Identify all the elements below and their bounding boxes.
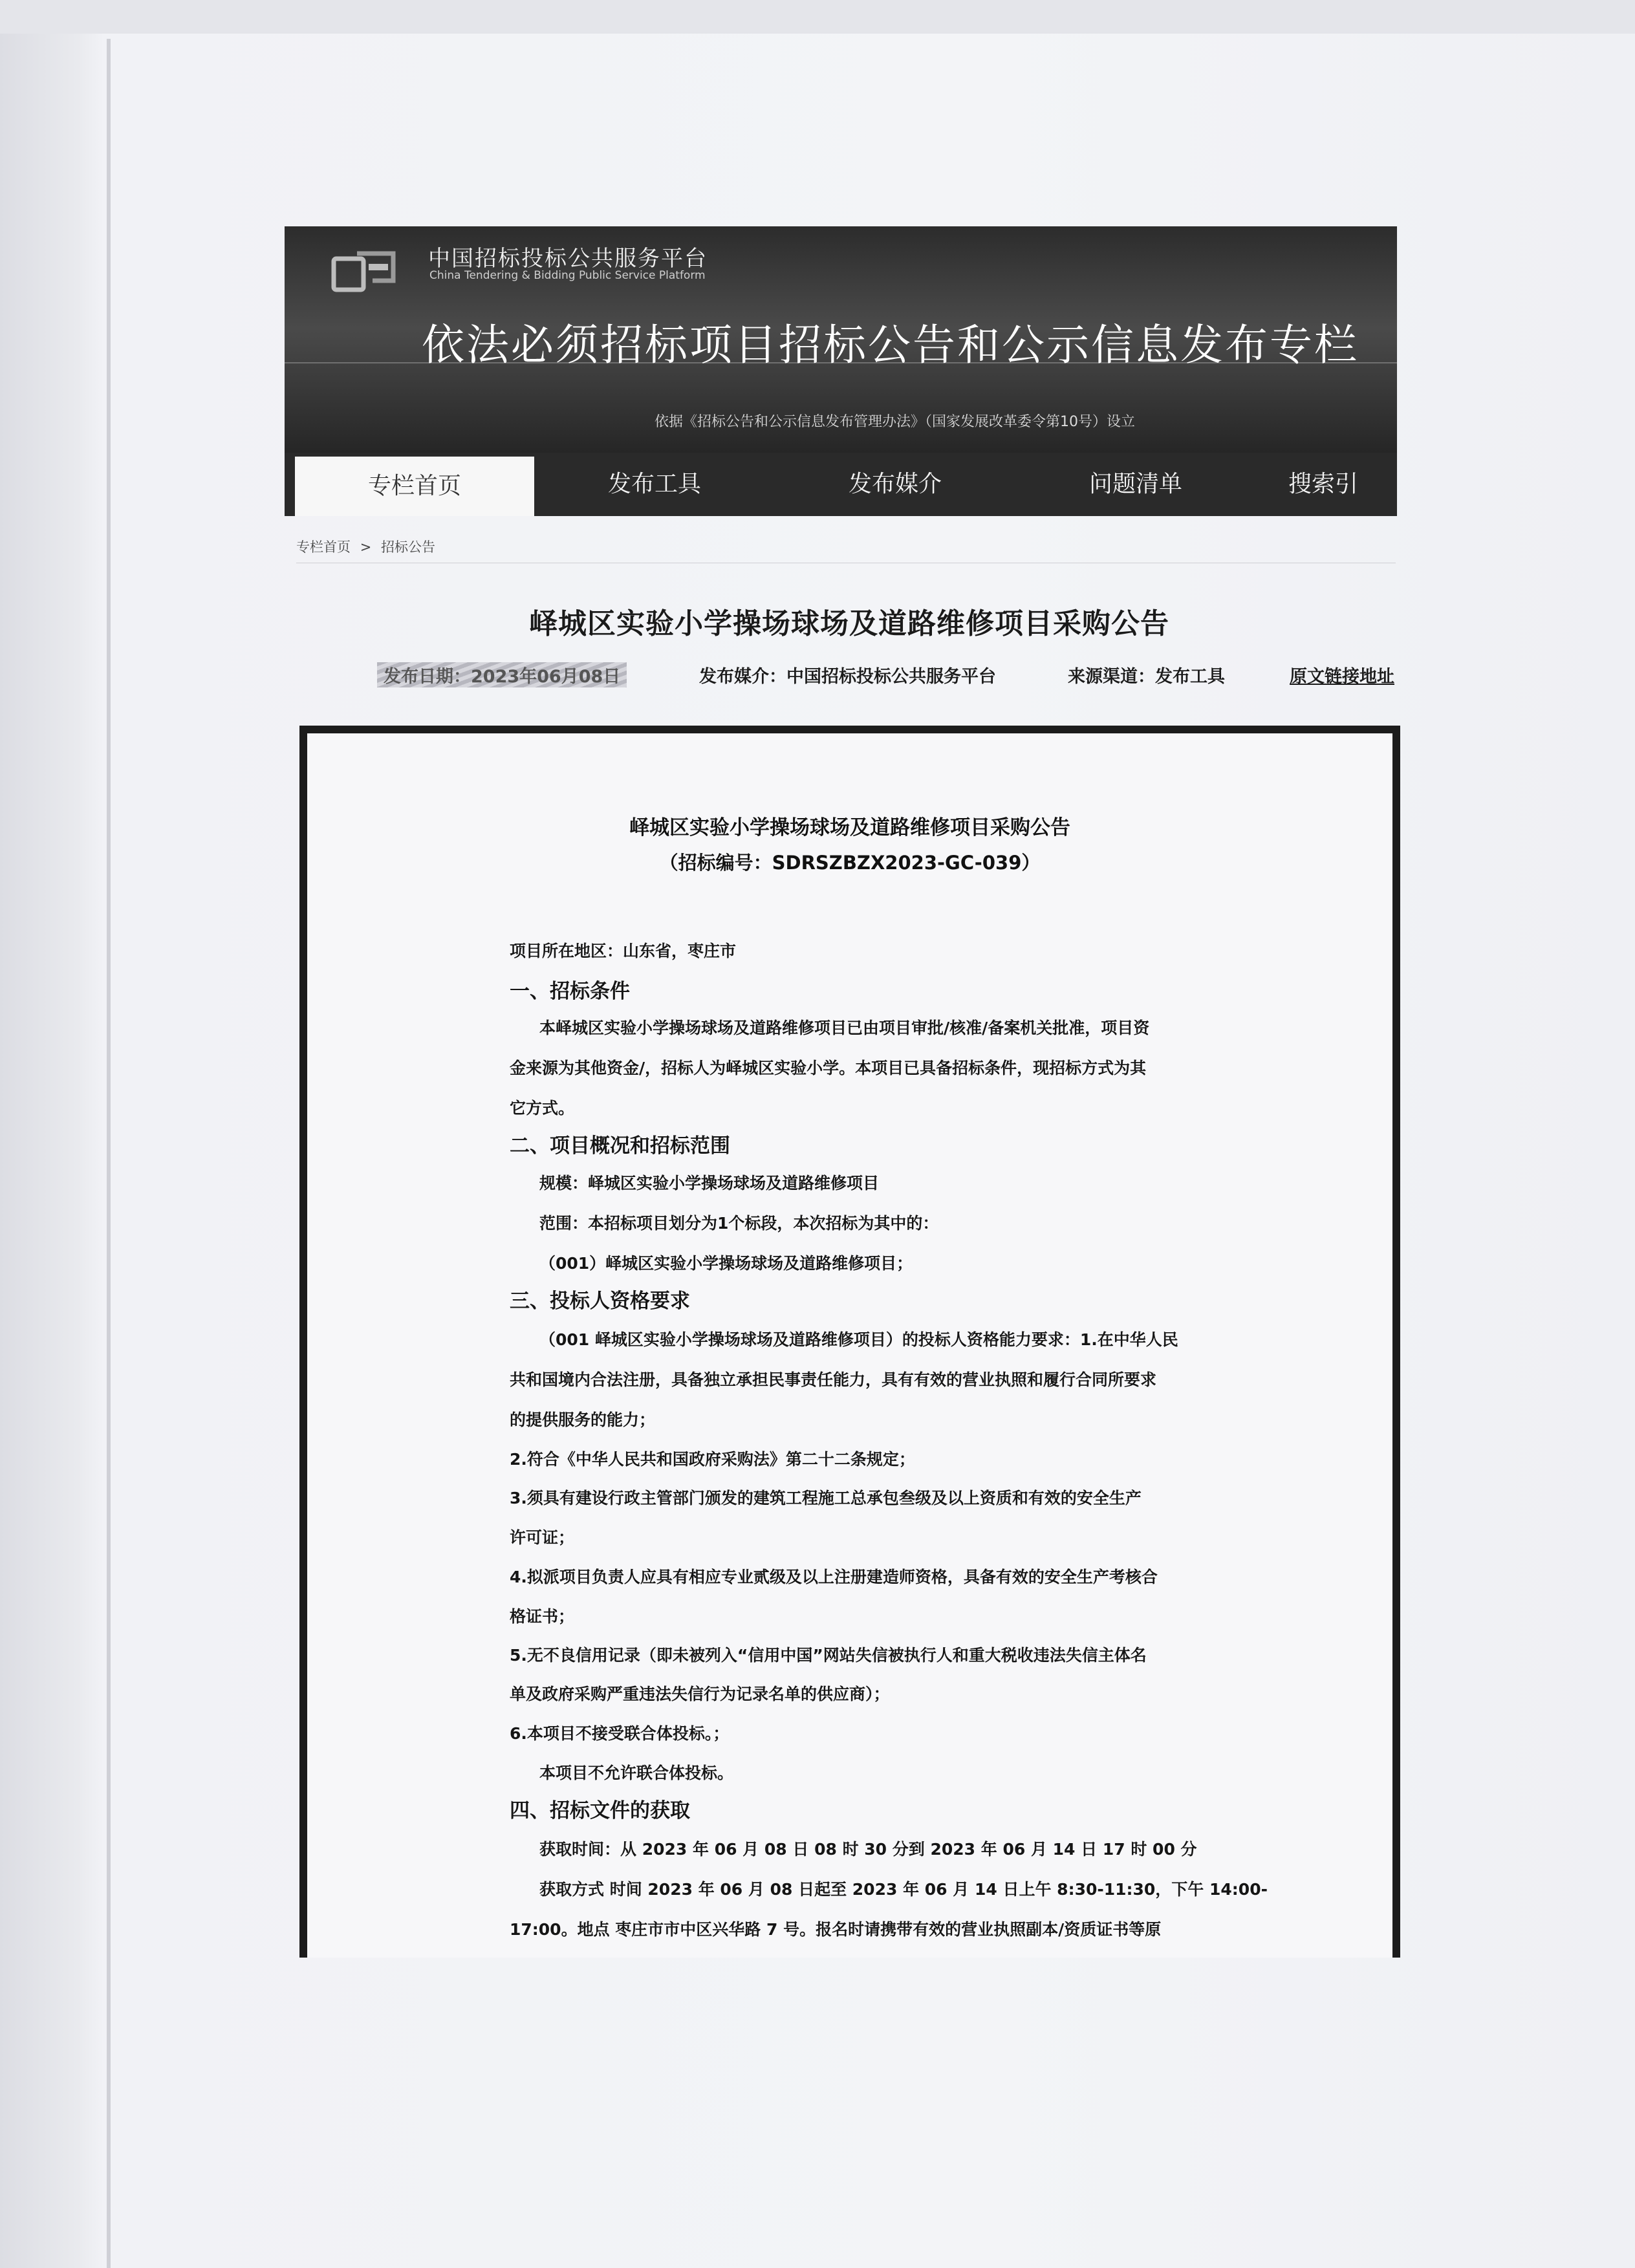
publish-media: 发布媒介：中国招标投标公共服务平台 <box>699 667 996 687</box>
original-link[interactable]: 原文链接地址 <box>1290 667 1394 687</box>
doc-line: 格证书； <box>510 1607 575 1626</box>
doc-line: 单及政府采购严重违法失信行为记录名单的供应商）； <box>510 1685 890 1703</box>
breadcrumb-current: 招标公告 <box>380 539 435 555</box>
doc-line: 金来源为其他资金/，招标人为峄城区实验小学。本项目已具备招标条件，现招标方式为其 <box>510 1059 1147 1077</box>
doc-line: 17:00。地点 枣庄市市中区兴华路 7 号。报名时请携带有效的营业执照副本/资质证书等原 <box>510 1920 1162 1939</box>
tab-column-home[interactable]: 专栏首页 <box>295 457 534 516</box>
doc-line: 范围：本招标项目划分为1个标段，本次招标为其中的： <box>539 1214 939 1233</box>
doc-line: 2.符合《中华人民共和国政府采购法》第二十二条规定； <box>510 1450 915 1469</box>
doc-line: 共和国境内合法注册，具备独立承担民事责任能力，具有有效的营业执照和履行合同所要求 <box>510 1370 1157 1389</box>
doc-line: 项目所在地区：山东省，枣庄市 <box>510 942 737 960</box>
doc-heading: 一、招标条件 <box>510 980 630 1003</box>
doc-line: 许可证； <box>510 1528 575 1547</box>
doc-heading: 四、招标文件的获取 <box>510 1799 690 1822</box>
doc-line: 本峄城区实验小学操场球场及道路维修项目已由项目审批/核准/备案机关批准，项目资 <box>539 1019 1150 1037</box>
doc-line: 6.本项目不接受联合体投标。； <box>510 1724 730 1743</box>
doc-line: 4.拟派项目负责人应具有相应专业贰级及以上注册建造师资格，具备有效的安全生产考核合 <box>510 1568 1158 1586</box>
article-title: 峄城区实验小学操场球场及道路维修项目采购公告 <box>529 607 1169 640</box>
breadcrumb-home[interactable]: 专栏首页 <box>296 539 351 555</box>
main-nav <box>285 453 1397 516</box>
doc-line: 获取方式 时间 2023 年 06 月 08 日起至 2023 年 06 月 14 日上午 8:30-11:30，下午 14:00- <box>539 1880 1268 1899</box>
tab-search[interactable]: 搜索引 <box>1288 471 1359 497</box>
doc-line: （001）峄城区实验小学操场球场及道路维修项目； <box>539 1254 913 1273</box>
tab-publish-media[interactable]: 发布媒介 <box>848 471 942 497</box>
doc-line: 规模：峄城区实验小学操场球场及道路维修项目 <box>539 1174 880 1193</box>
platform-name: 中国招标投标公共服务平台 <box>428 246 708 272</box>
scan-edge <box>0 0 1635 34</box>
publish-date: 发布日期：2023年06月08日 <box>377 662 627 687</box>
page-fold <box>107 39 111 2268</box>
platform-logo-icon <box>331 247 409 296</box>
platform-name-en: China Tendering & Bidding Public Service Platform <box>429 269 706 282</box>
doc-line: 它方式。 <box>510 1099 575 1118</box>
column-title: 依法必须招标项目招标公告和公示信息发布专栏 <box>422 320 1359 370</box>
document-code: （招标编号：SDRSZBZX2023-GC-039） <box>659 852 1041 874</box>
article-header <box>296 570 1402 695</box>
doc-heading: 二、项目概况和招标范围 <box>510 1134 730 1158</box>
document-title: 峄城区实验小学操场球场及道路维修项目采购公告 <box>629 816 1070 839</box>
doc-line: 3.须具有建设行政主管部门颁发的建筑工程施工总承包叁级及以上资质和有效的安全生产 <box>510 1489 1142 1507</box>
doc-line: 5.无不良信用记录（即未被列入“信用中国”网站失信被执行人和重大税收违法失信主体名 <box>510 1646 1147 1665</box>
site-banner <box>285 226 1397 453</box>
doc-heading: 三、投标人资格要求 <box>510 1290 690 1313</box>
doc-line: 的提供服务的能力； <box>510 1410 656 1429</box>
breadcrumb <box>296 537 435 556</box>
source-channel: 来源渠道：发布工具 <box>1068 667 1225 687</box>
tab-question-list[interactable]: 问题清单 <box>1088 471 1182 497</box>
tab-publish-tool[interactable]: 发布工具 <box>607 471 701 497</box>
announcement-document <box>299 726 1400 1958</box>
breadcrumb-separator: > <box>360 539 372 555</box>
doc-line: 本项目不允许联合体投标。 <box>539 1764 734 1782</box>
doc-line: （001 峄城区实验小学操场球场及道路维修项目）的投标人资格能力要求：1.在中华人民 <box>539 1330 1178 1349</box>
column-basis: 依据《招标公告和公示信息发布管理办法》（国家发展改革委令第10号）设立 <box>655 414 1135 430</box>
doc-line: 获取时间：从 2023 年 06 月 08 日 08 时 30 分到 2023 年 06 月 14 日 17 时 00 分 <box>539 1840 1197 1859</box>
